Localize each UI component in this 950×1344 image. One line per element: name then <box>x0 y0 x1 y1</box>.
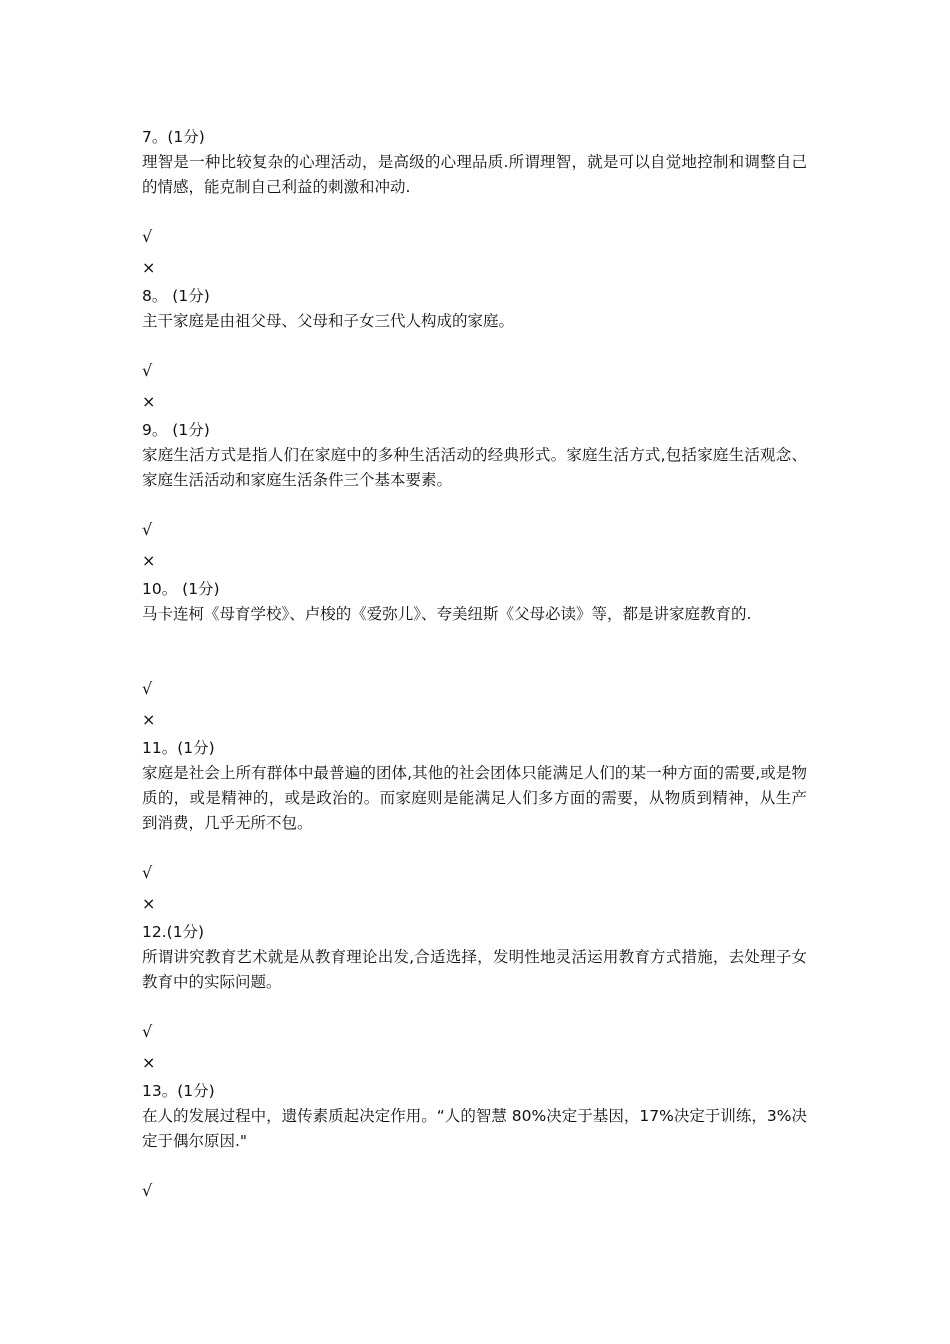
question-text: 理智是一种比较复杂的心理活动，是高级的心理品质.所谓理智，就是可以自觉地控制和调整自己的情感，能克制自己利益的刺激和冲动. <box>142 153 807 196</box>
option-true[interactable]: √ <box>142 1022 153 1041</box>
question-8 <box>142 284 807 334</box>
question-text: 在人的发展过程中，遗传素质起决定作用。“人的智慧 80%决定于基因，17%决定于训练，3%决定于偶尔原因." <box>142 1107 807 1150</box>
option-false[interactable]: × <box>142 894 156 913</box>
question-7 <box>142 125 807 200</box>
question-text: 家庭生活方式是指人们在家庭中的多种生活活动的经典形式。家庭生活方式,包括家庭生活观念、家庭生活活动和家庭生活条件三个基本要素。 <box>142 446 807 489</box>
question-9 <box>142 418 807 493</box>
option-true[interactable]: √ <box>142 679 153 698</box>
option-true[interactable]: √ <box>142 520 153 539</box>
question-text: 所谓讲究教育艺术就是从教育理论出发,合适选择，发明性地灵活运用教育方式措施，去处理子女教育中的实际问题。 <box>142 948 807 991</box>
question-11 <box>142 736 807 836</box>
question-header: 12.(1分) <box>142 923 205 941</box>
option-false[interactable]: × <box>142 1053 156 1072</box>
question-10 <box>142 577 807 627</box>
question-header: 8。 (1分) <box>142 287 210 305</box>
question-text: 家庭是社会上所有群体中最普遍的团体,其他的社会团体只能满足人们的某一种方面的需要,或是物质的，或是精神的，或是政治的。而家庭则是能满足人们多方面的需要，从物质到精神，从生产到消费，几乎无所不包。 <box>142 764 807 832</box>
option-false[interactable]: × <box>142 392 156 411</box>
option-true[interactable]: √ <box>142 361 153 380</box>
question-header: 10。 (1分) <box>142 580 220 598</box>
option-false[interactable]: × <box>142 710 156 729</box>
option-false[interactable]: × <box>142 258 156 277</box>
question-header: 13。(1分) <box>142 1082 215 1100</box>
option-true[interactable]: √ <box>142 1181 153 1200</box>
question-header: 9。 (1分) <box>142 421 210 439</box>
question-12 <box>142 920 807 995</box>
option-true[interactable]: √ <box>142 863 153 882</box>
question-text: 主干家庭是由祖父母、父母和子女三代人构成的家庭。 <box>142 312 515 330</box>
question-13 <box>142 1079 807 1154</box>
question-header: 11。(1分) <box>142 739 215 757</box>
option-true[interactable]: √ <box>142 227 153 246</box>
question-header: 7。(1分) <box>142 128 205 146</box>
option-false[interactable]: × <box>142 551 156 570</box>
question-text: 马卡连柯《母育学校》、卢梭的《爱弥儿》、夸美纽斯《父母必读》等，都是讲家庭教育的. <box>142 605 752 623</box>
